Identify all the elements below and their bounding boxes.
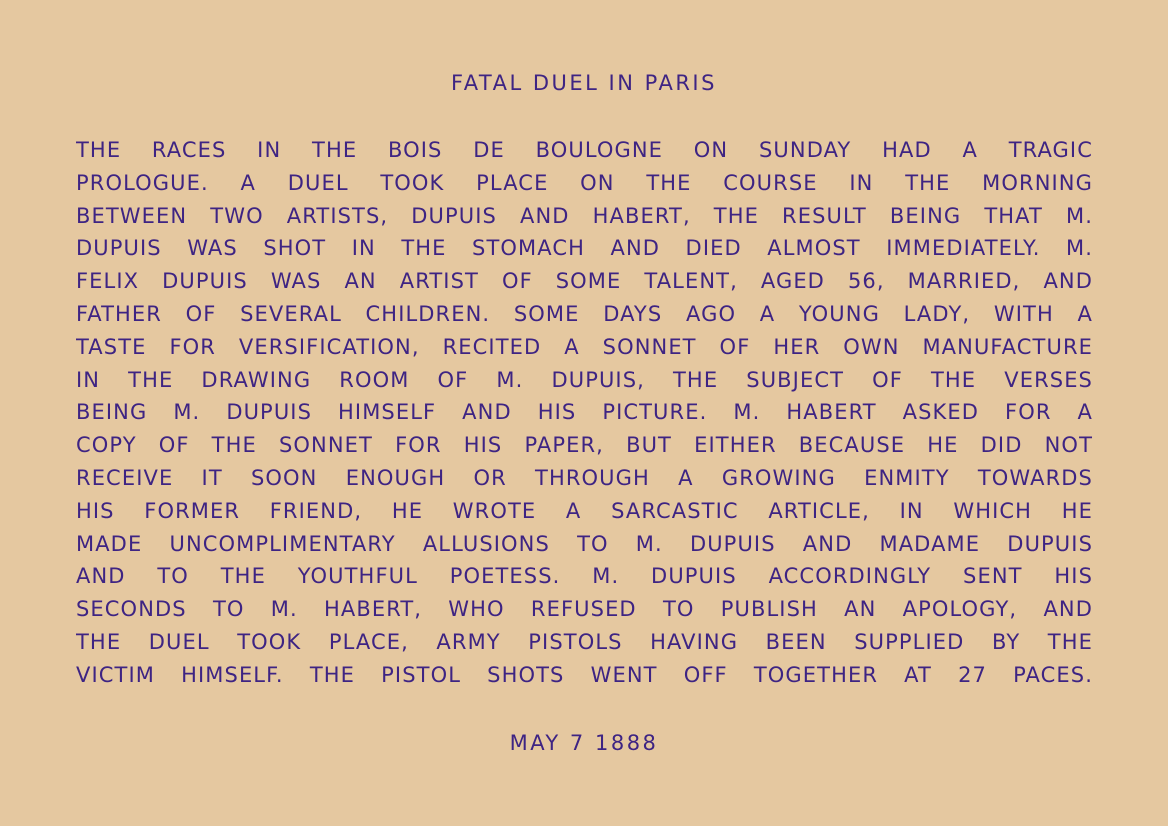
body-line: MADE UNCOMPLIMENTARY ALLUSIONS TO M. DUPUIS AND MADAME DUPUIS xyxy=(76,531,1093,556)
body-line: THE DUEL TOOK PLACE, ARMY PISTOLS HAVING BEEN SUPPLIED BY THE xyxy=(76,629,1093,654)
article-body xyxy=(76,134,1093,692)
body-line: DUPUIS WAS SHOT IN THE STOMACH AND DIED ALMOST IMMEDIATELY. M. xyxy=(76,236,1093,261)
body-line: VICTIM HIMSELF. THE PISTOL SHOTS WENT OFF TOGETHER AT 27 PACES. xyxy=(76,662,1093,687)
body-line: RECEIVE IT SOON ENOUGH OR THROUGH A GROWING ENMITY TOWARDS xyxy=(76,465,1093,490)
body-line: BEING M. DUPUIS HIMSELF AND HIS PICTURE. M. HABERT ASKED FOR A xyxy=(76,400,1093,425)
article-title: FATAL DUEL IN PARIS xyxy=(451,71,717,95)
body-line: SECONDS TO M. HABERT, WHO REFUSED TO PUBLISH AN APOLOGY, AND xyxy=(76,597,1093,622)
body-line: FATHER OF SEVERAL CHILDREN. SOME DAYS AGO A YOUNG LADY, WITH A xyxy=(76,301,1093,326)
body-line: IN THE DRAWING ROOM OF M. DUPUIS, THE SUBJECT OF THE VERSES xyxy=(76,367,1093,392)
body-line: COPY OF THE SONNET FOR HIS PAPER, BUT EITHER BECAUSE HE DID NOT xyxy=(76,433,1093,458)
body-line: HIS FORMER FRIEND, HE WROTE A SARCASTIC ARTICLE, IN WHICH HE xyxy=(76,498,1093,523)
body-line: TASTE FOR VERSIFICATION, RECITED A SONNET OF HER OWN MANUFACTURE xyxy=(76,334,1093,359)
article-date: MAY 7 1888 xyxy=(509,731,659,755)
body-line: AND TO THE YOUTHFUL POETESS. M. DUPUIS ACCORDINGLY SENT HIS xyxy=(76,564,1093,589)
body-line: FELIX DUPUIS WAS AN ARTIST OF SOME TALENT, AGED 56, MARRIED, AND xyxy=(76,269,1093,294)
body-line: PROLOGUE. A DUEL TOOK PLACE ON THE COURSE IN THE MORNING xyxy=(76,170,1093,195)
body-line: BETWEEN TWO ARTISTS, DUPUIS AND HABERT, THE RESULT BEING THAT M. xyxy=(76,203,1093,228)
body-line: THE RACES IN THE BOIS DE BOULOGNE ON SUNDAY HAD A TRAGIC xyxy=(76,138,1093,162)
